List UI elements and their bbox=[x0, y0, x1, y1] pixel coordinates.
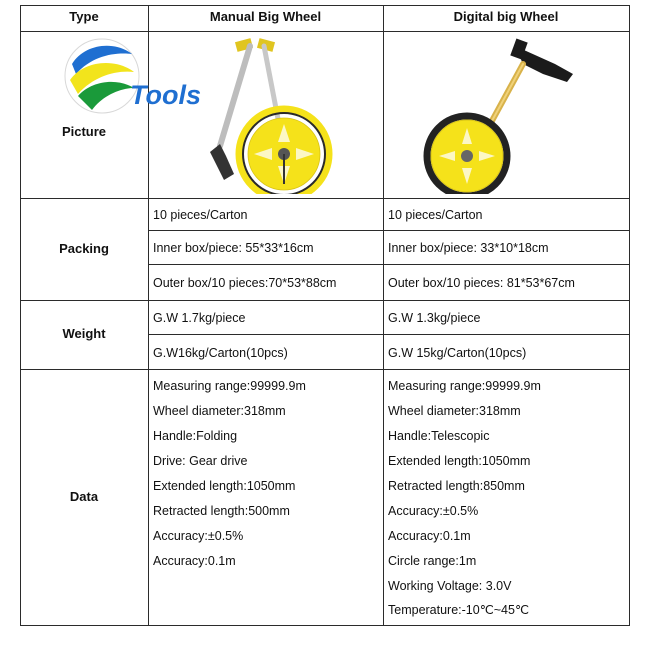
data-manual-line: Wheel diameter:318mm bbox=[153, 404, 286, 418]
row-label-packing: Packing bbox=[59, 241, 109, 256]
data-digital-line: Temperature:-10℃~45℃ bbox=[388, 603, 529, 617]
rule bbox=[148, 264, 629, 265]
packing-digital-line: Inner box/piece: 33*10*18cm bbox=[388, 241, 549, 255]
rule bbox=[148, 230, 629, 231]
weight-digital-line: G.W 15kg/Carton(10pcs) bbox=[388, 346, 527, 360]
rule bbox=[629, 5, 630, 626]
data-digital-line: Working Voltage: 3.0V bbox=[388, 579, 512, 593]
logo-text: Tools bbox=[130, 80, 201, 110]
row-label-picture: Picture bbox=[61, 124, 107, 139]
packing-digital-line: Outer box/10 pieces: 81*53*67cm bbox=[388, 276, 575, 290]
data-digital-line: Retracted length:850mm bbox=[388, 479, 525, 493]
data-digital-line: Measuring range:99999.9m bbox=[388, 379, 541, 393]
weight-manual-line: G.W16kg/Carton(10pcs) bbox=[153, 346, 288, 360]
rule bbox=[20, 5, 629, 6]
data-digital-line: Handle:Telescopic bbox=[388, 429, 490, 443]
weight-manual-line: G.W 1.7kg/piece bbox=[153, 311, 246, 325]
header-manual: Manual Big Wheel bbox=[209, 9, 322, 24]
data-manual-line: Extended length:1050mm bbox=[153, 479, 296, 493]
weight-digital-line: G.W 1.3kg/piece bbox=[388, 311, 481, 325]
header-type: Type bbox=[69, 9, 99, 24]
data-manual-line: Accuracy:±0.5% bbox=[153, 529, 244, 543]
rule bbox=[20, 369, 629, 370]
data-digital-line: Accuracy:±0.5% bbox=[388, 504, 479, 518]
data-manual-line: Drive: Gear drive bbox=[153, 454, 248, 468]
row-label-data: Data bbox=[69, 489, 99, 504]
packing-manual-line: Inner box/piece: 55*33*16cm bbox=[153, 241, 314, 255]
row-label-weight: Weight bbox=[62, 326, 106, 341]
data-manual-line: Handle:Folding bbox=[153, 429, 238, 443]
rule bbox=[20, 198, 629, 199]
data-digital-line: Extended length:1050mm bbox=[388, 454, 531, 468]
data-digital-line: Circle range:1m bbox=[388, 554, 477, 568]
rule bbox=[383, 5, 384, 626]
digital-wheel-image bbox=[405, 34, 585, 194]
rule bbox=[20, 300, 629, 301]
data-manual-line: Measuring range:99999.9m bbox=[153, 379, 306, 393]
packing-manual-line: 10 pieces/Carton bbox=[153, 208, 248, 222]
data-digital-line: Accuracy:0.1m bbox=[388, 529, 471, 543]
data-digital-line: Wheel diameter:318mm bbox=[388, 404, 521, 418]
data-manual-line: Accuracy:0.1m bbox=[153, 554, 236, 568]
header-digital: Digital big Wheel bbox=[453, 9, 559, 24]
packing-manual-line: Outer box/10 pieces:70*53*88cm bbox=[153, 276, 337, 290]
packing-digital-line: 10 pieces/Carton bbox=[388, 208, 483, 222]
rule bbox=[20, 5, 21, 626]
rule bbox=[20, 625, 629, 626]
data-manual-line: Retracted length:500mm bbox=[153, 504, 290, 518]
rule bbox=[148, 334, 629, 335]
manual-wheel-image bbox=[180, 34, 340, 194]
